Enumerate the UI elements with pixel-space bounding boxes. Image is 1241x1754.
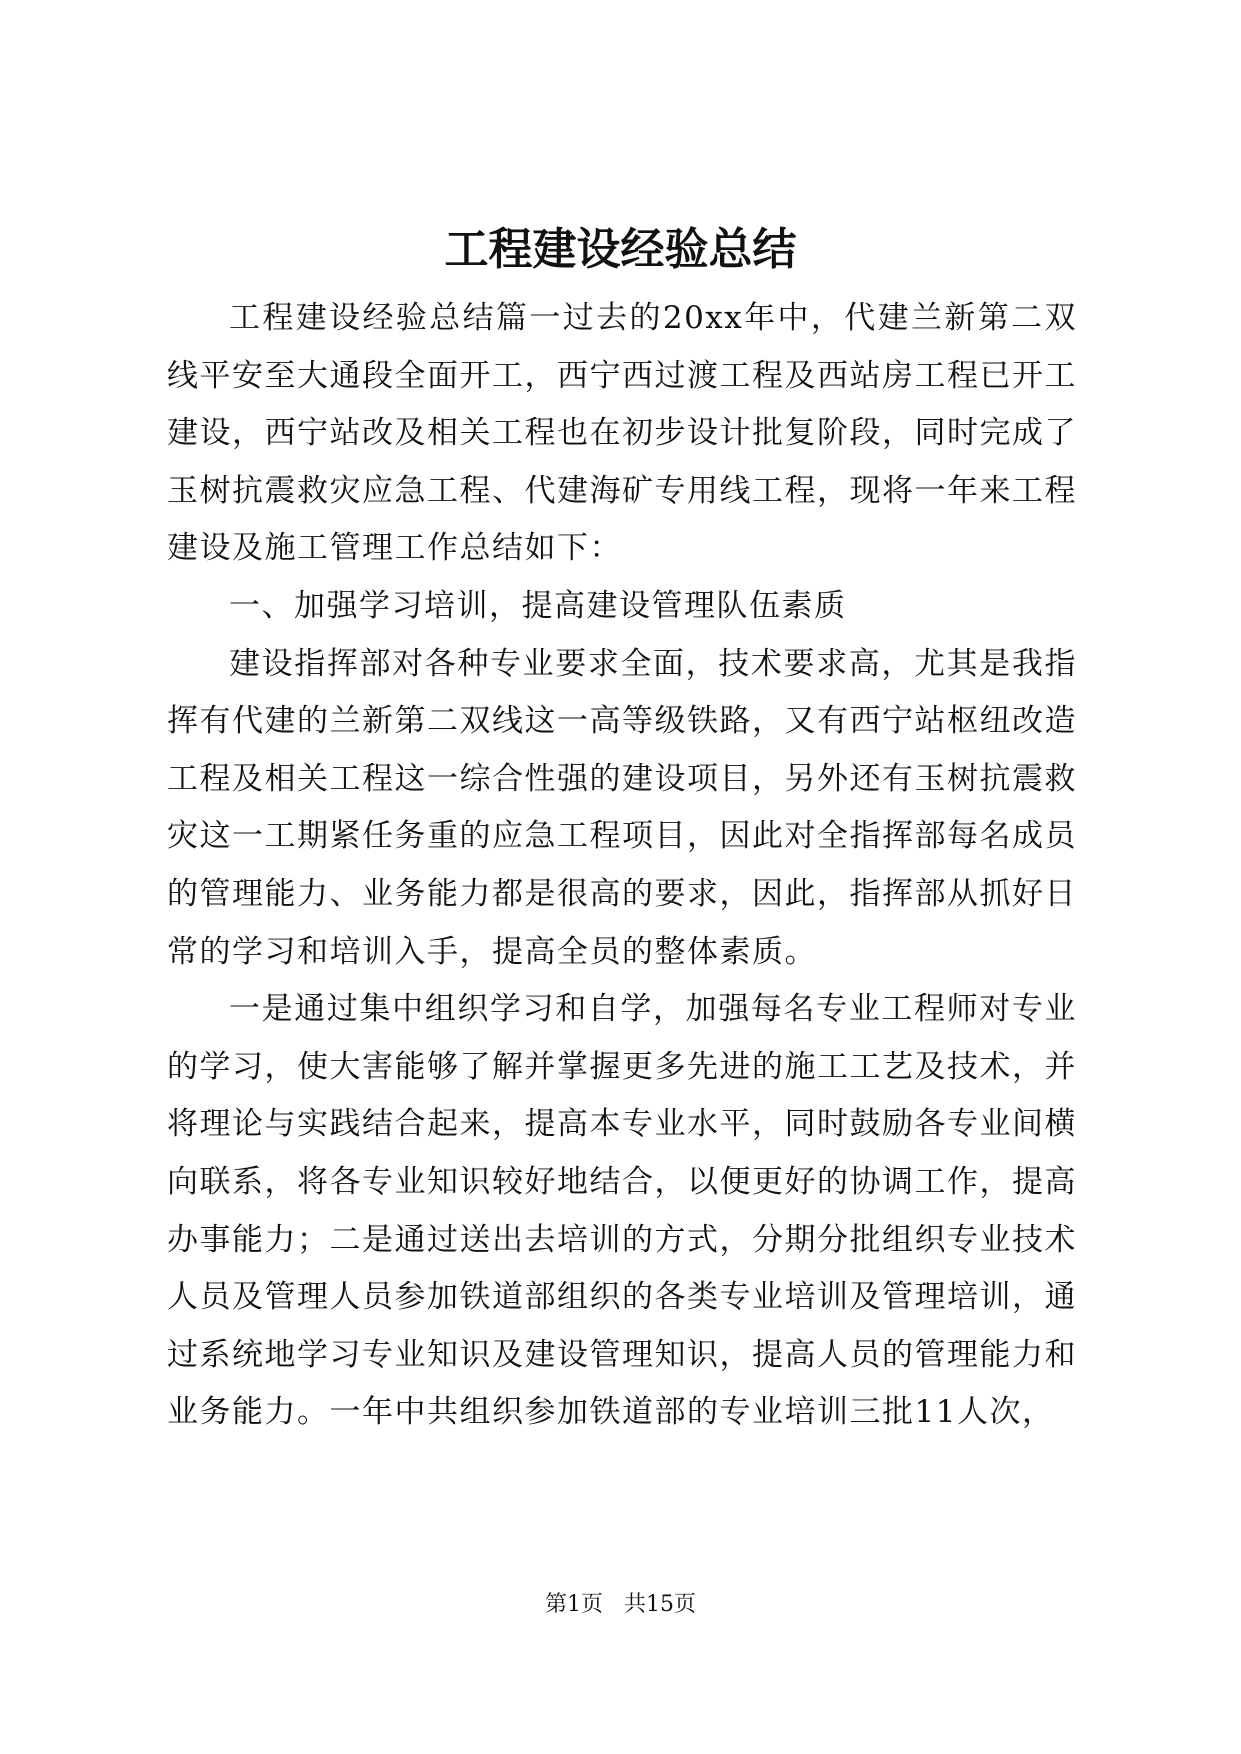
section-heading-1: 一、加强学习培训，提高建设管理队伍素质 (229, 587, 847, 624)
paragraph-measures: 一是通过集中组织学习和自学，加强每名专业工程师对专业的学习，使大害能够了解并掌握更多先进的施工工艺及技术，并将理论与实践结合起来，提高本专业水平，同时鼓励各专业间横向联系，将各专业知识较好地结合，以便更好的协调工作，提高办事能力；二是通过送出去培训的方式，分期分批组织专业技术人员及管理人员参加铁道部组织的各类专业培训及管理培训，通过系统地学习专业知识及建设管理知识，提高人员的管理能力和业务能力。一年中共组织参加铁道部的专业培训三批11人次， (167, 991, 1077, 1431)
document-title: 工程建设经验总结 (444, 224, 797, 275)
page-footer (0, 1590, 1241, 1620)
paragraph-intro: 工程建设经验总结篇一过去的20xx年中，代建兰新第二双线平安至大通段全面开工，西宁西过渡工程及西站房工程已开工建设，西宁站改及相关工程也在初步设计批复阶段，同时完成了玉树抗震救灾应急工程、代建海矿专用线工程，现将一年来工程建设及施工管理工作总结如下： (167, 300, 1077, 567)
page-total: 共15页 (624, 1592, 696, 1617)
document-body (167, 290, 1077, 1442)
page-number: 第1页 (545, 1592, 603, 1617)
paragraph-section-1: 建设指挥部对各种专业要求全面，技术要求高，尤其是我指挥有代建的兰新第二双线这一高等级铁路，又有西宁站枢纽改造工程及相关工程这一综合性强的建设项目，另外还有玉树抗震救灾这一工期紧任务重的应急工程项目，因此对全指挥部每名成员的管理能力、业务能力都是很高的要求，因此，指挥部从抓好日常的学习和培训入手，提高全员的整体素质。 (167, 645, 1077, 970)
